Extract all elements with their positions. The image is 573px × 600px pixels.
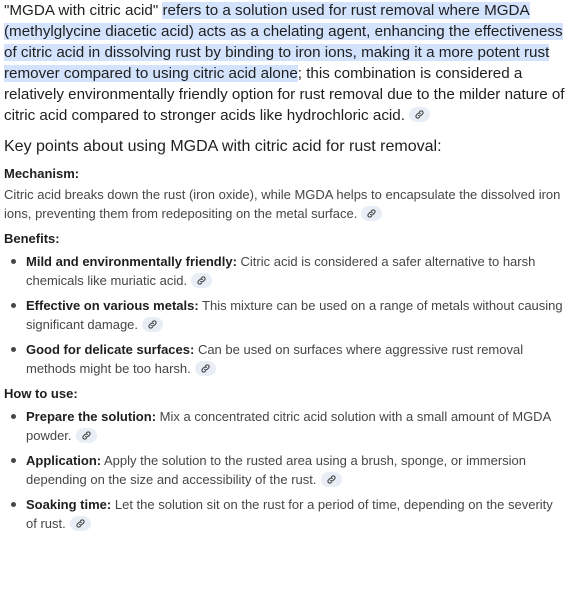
item-text: Apply the solution to the rusted area using a brush, sponge, or immersion depending on the size and accessibility of the rust.: [26, 453, 527, 487]
list-item: [4, 407, 567, 445]
how-to-use-list: [4, 407, 567, 533]
list-item: [4, 340, 567, 378]
source-link-chip[interactable]: [195, 361, 216, 376]
benefits-heading: Benefits:: [4, 231, 60, 246]
link-icon: [200, 363, 211, 374]
link-icon: [147, 319, 158, 330]
link-icon: [326, 474, 337, 485]
intro-paragraph: [4, 0, 567, 126]
item-text: Mix a concentrated citric acid solution with a small amount of MGDA powder.: [26, 409, 551, 443]
source-link-chip[interactable]: [142, 317, 163, 332]
item-text: Citric acid is considered a safer alternative to harsh chemicals like muriatic acid.: [26, 254, 536, 288]
source-link-chip[interactable]: [321, 472, 342, 487]
benefits-list: [4, 252, 567, 378]
link-icon: [414, 109, 425, 120]
item-text: Let the solution sit on the rust for a period of time, depending on the severity of rust.: [26, 497, 553, 531]
list-item: [4, 495, 567, 533]
link-icon: [81, 430, 92, 441]
list-item: [4, 252, 567, 290]
mechanism-body: Citric acid breaks down the rust (iron oxide), while MGDA helps to encapsulate the dissolved iron ions, preventing them from redepositing on the metal surface.: [4, 187, 561, 221]
item-label: Prepare the solution:: [26, 409, 157, 424]
item-label: Effective on various metals:: [26, 298, 199, 313]
source-link-chip[interactable]: [361, 206, 382, 221]
item-label: Application:: [26, 453, 102, 468]
item-text: Can be used on surfaces where aggressive rust removal methods might be too harsh.: [26, 342, 524, 376]
item-label: Good for delicate surfaces:: [26, 342, 195, 357]
how-to-use-heading: How to use:: [4, 386, 78, 401]
link-icon: [366, 208, 377, 219]
list-item: [4, 451, 567, 489]
list-item: [4, 296, 567, 334]
source-link-chip[interactable]: [191, 273, 212, 288]
mechanism-text: [4, 185, 567, 223]
source-link-chip[interactable]: [409, 107, 430, 122]
key-points-heading: Key points about using MGDA with citric acid for rust removal:: [4, 138, 442, 155]
link-icon: [196, 275, 207, 286]
source-link-chip[interactable]: [76, 428, 97, 443]
item-text: This mixture can be used on a range of metals without causing significant damage.: [26, 298, 563, 332]
mechanism-heading: Mechanism:: [4, 166, 80, 181]
intro-rest: ; this combination is considered a relatively environmentally friendly option for rust removal due to the milder nature of citric acid compared to stronger acids like hydrochloric acid.: [4, 65, 565, 124]
item-label: Soaking time:: [26, 497, 112, 512]
source-link-chip[interactable]: [70, 516, 91, 531]
intro-highlight: refers to a solution used for rust removal where MGDA (methylglycine diacetic acid) acts as a chelating agent, enhancing the effectiveness of citric acid in dissolving rust by binding to iron ions, making it a more potent rust remover compared to using citric acid alone: [4, 2, 563, 82]
link-icon: [75, 518, 86, 529]
item-label: Mild and environmentally friendly:: [26, 254, 237, 269]
intro-lead: "MGDA with citric acid": [4, 2, 163, 19]
